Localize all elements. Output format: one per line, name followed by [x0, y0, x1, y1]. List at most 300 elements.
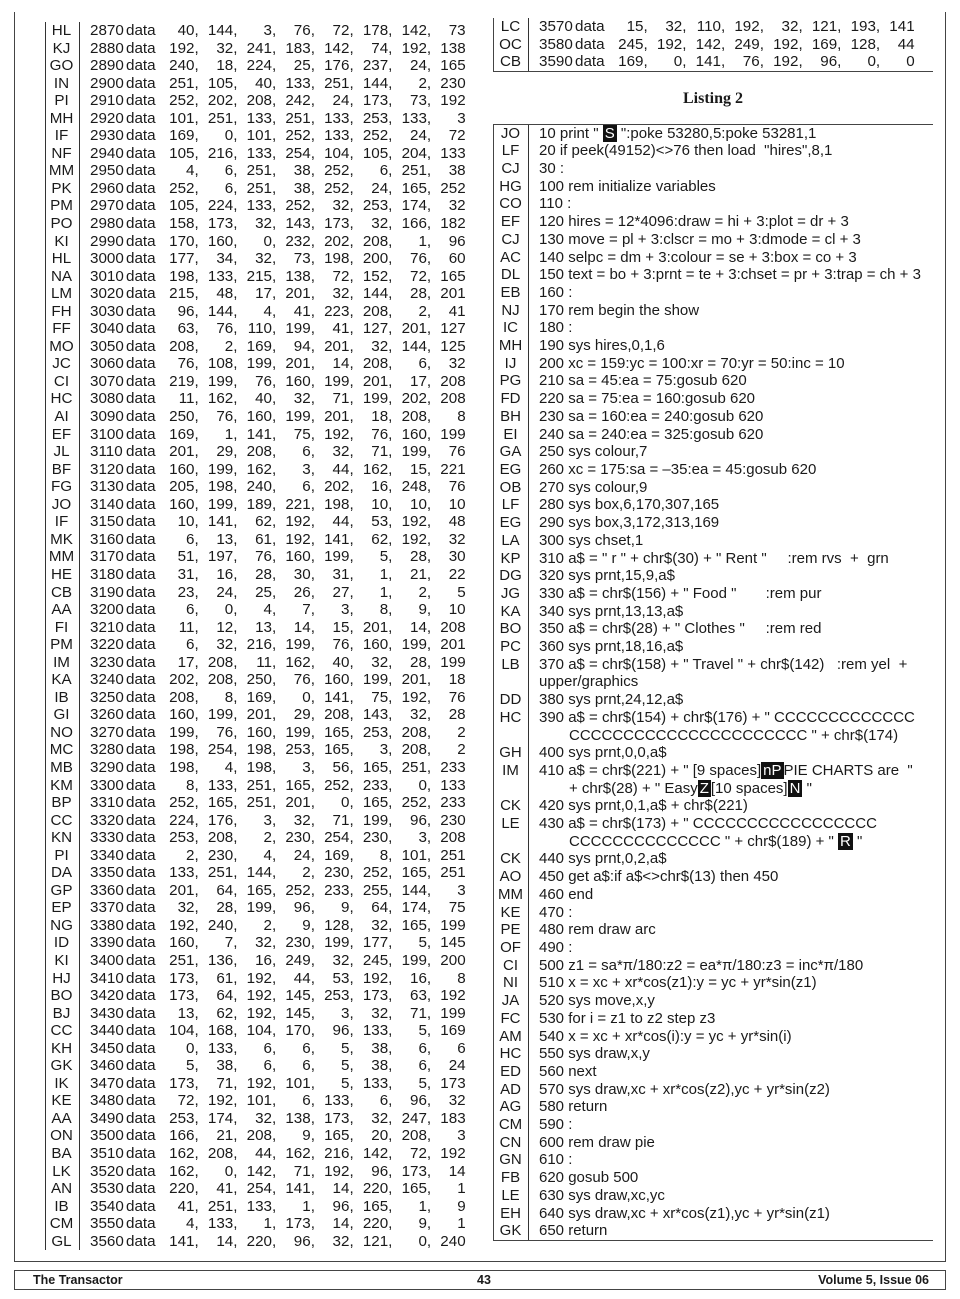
data-value: 2 — [263, 916, 272, 934]
data-value: 200 — [362, 250, 389, 268]
code-line: 2970 data 105, 224, 133, 252, 32, 253, 174, 32 — [90, 197, 466, 215]
data-value: 173 — [285, 1215, 311, 1233]
line-number: 3470 — [90, 1074, 124, 1092]
data-keyword: data — [126, 1197, 156, 1215]
data-value: 96 — [332, 1197, 350, 1215]
data-keyword: data — [126, 706, 156, 724]
data-value: 76 — [448, 688, 466, 706]
data-value: 160 — [169, 934, 195, 952]
data-value: 6 — [379, 1092, 389, 1110]
data-value: 192 — [656, 35, 683, 53]
code-text: 620 gosub 500 — [539, 1169, 639, 1187]
data-value: 133 — [246, 109, 272, 127]
data-value: 105 — [362, 144, 389, 162]
listing-row — [45, 215, 466, 233]
data-value: 165 — [401, 864, 427, 882]
checksum: PK — [51, 179, 72, 197]
data-value: 199 — [362, 671, 389, 689]
data-value: 26 — [293, 583, 311, 601]
code-text: 140 selpc = dm + 3:colour = se + 3:box = co + 3 — [539, 248, 857, 266]
data-value: 241 — [246, 39, 272, 57]
data-value: 133 — [246, 1197, 272, 1215]
data-value: 133 — [324, 109, 350, 127]
listing-row — [45, 478, 466, 496]
data-value: 30 — [293, 565, 311, 583]
code-line: 3020 data 215, 48, 17, 201, 32, 144, 28, 201 — [90, 285, 466, 303]
data-value: 133 — [169, 864, 195, 882]
data-value: 18 — [216, 57, 234, 75]
data-value: 201 — [285, 355, 311, 373]
listing-row — [45, 829, 466, 847]
code-text: 190 sys hires,0,1,6 — [539, 337, 665, 355]
line-number: 3140 — [90, 495, 124, 513]
code-text: 290 sys box,3,172,313,169 — [539, 514, 720, 532]
data-keyword: data — [126, 285, 156, 303]
checksum: MM — [48, 548, 75, 566]
data-value: 11 — [178, 618, 195, 636]
data-value: 142 — [246, 1162, 272, 1180]
data-value: 44 — [897, 35, 915, 53]
code-line: 3350 data 133, 251, 144, 2, 230, 252, 165, 251 — [90, 864, 466, 882]
data-value: 199 — [440, 653, 466, 671]
data-value: 133 — [401, 109, 427, 127]
data-value: 63 — [177, 320, 195, 338]
data-value: 230 — [324, 864, 350, 882]
data-value: 3 — [263, 811, 272, 829]
listing-row — [494, 1151, 933, 1169]
checksum: EH — [500, 1204, 521, 1222]
data-value: 71 — [332, 390, 350, 408]
data-value: 128 — [324, 916, 350, 934]
checksum: GA — [499, 443, 522, 461]
data-keyword: data — [126, 513, 156, 531]
data-value: 6 — [418, 1057, 427, 1075]
data-value: 3 — [340, 601, 350, 619]
data-value: 105 — [169, 144, 195, 162]
code-line — [527, 567, 675, 585]
line-number: 3130 — [90, 478, 124, 496]
line-number: 3340 — [90, 846, 124, 864]
code-line — [527, 337, 665, 355]
data-value: 104 — [246, 1022, 272, 1040]
code-text: + chr$(28) + " Easy — [569, 779, 698, 797]
data-value: 253 — [324, 987, 350, 1005]
data-value: 4 — [186, 162, 195, 180]
data-value: 29 — [293, 706, 311, 724]
checksum: NI — [503, 974, 518, 992]
code-line — [527, 868, 778, 886]
code-line: 3150 data 10, 141, 62, 192, 44, 53, 192, 48 — [90, 513, 466, 531]
code-line: 3030 data 96, 144, 4, 41, 223, 208, 2, 41 — [90, 302, 466, 320]
data-keyword: data — [126, 846, 156, 864]
listing-2 — [493, 124, 933, 1241]
code-line — [527, 1222, 607, 1240]
data-value: 3 — [457, 1127, 466, 1145]
data-value: 252 — [285, 881, 311, 899]
listing-row — [494, 727, 933, 745]
data-value: 254 — [324, 829, 350, 847]
data-value: 198 — [169, 267, 195, 285]
checksum: IJ — [504, 354, 517, 372]
data-value: 170 — [285, 1022, 311, 1040]
listing-row — [45, 1022, 466, 1040]
code-line: 3270 data 199, 76, 160, 199, 165, 253, 208, 2 — [90, 723, 466, 741]
code-line — [527, 496, 719, 514]
data-value: 71 — [293, 1162, 311, 1180]
data-value: 8 — [224, 688, 234, 706]
listing-row — [494, 160, 933, 178]
data-value: 32 — [448, 355, 466, 373]
listing-row — [494, 496, 933, 514]
code-text: 450 get a$:if a$<>chr$(13) then 450 — [539, 868, 779, 886]
data-keyword: data — [126, 758, 156, 776]
code-line: 3500 data 166, 21, 208, 9, 165, 20, 208, 3 — [90, 1127, 466, 1145]
code-text: 540 x = xc + xr*cos(i):y = yc + yr*sin(i) — [539, 1027, 792, 1045]
listing-row — [494, 868, 933, 886]
data-value: 5 — [379, 548, 389, 566]
data-value: 72 — [332, 22, 350, 39]
data-value: 208 — [401, 408, 427, 426]
line-number: 2980 — [90, 215, 124, 233]
listing-row — [494, 1169, 933, 1187]
checksum: HE — [50, 565, 73, 583]
checksum: DD — [499, 691, 522, 709]
code-line: 3380 data 192, 240, 2, 9, 128, 32, 165, 199 — [90, 916, 466, 934]
data-value: 24 — [371, 179, 389, 197]
checksum: IF — [54, 127, 69, 145]
listing-row — [45, 1232, 466, 1251]
code-text: 180 : — [539, 319, 573, 337]
listing-row — [494, 53, 933, 71]
listing-row — [494, 195, 933, 213]
line-number: 3430 — [90, 1004, 124, 1022]
data-value: 240 — [207, 916, 234, 934]
listing-row — [45, 1127, 466, 1145]
line-number: 3580 — [539, 35, 573, 53]
data-keyword: data — [126, 1022, 156, 1040]
data-value: 32 — [255, 934, 272, 952]
data-value: 145 — [285, 1004, 311, 1022]
data-value: 17 — [177, 653, 195, 671]
data-value: 73 — [410, 92, 427, 110]
data-keyword: data — [126, 916, 156, 934]
data-value: 208 — [169, 688, 195, 706]
line-number: 3590 — [539, 53, 573, 71]
reverse-char: R — [840, 832, 851, 850]
line-number: 3080 — [90, 390, 124, 408]
data-value: 220 — [246, 1232, 272, 1250]
checksum: CK — [500, 797, 521, 815]
code-line — [527, 974, 817, 992]
data-value: 201 — [440, 636, 466, 654]
line-number: 3170 — [90, 548, 124, 566]
data-value: 29 — [216, 443, 234, 461]
code-line: 3080 data 11, 162, 40, 32, 71, 199, 202, 208 — [90, 390, 466, 408]
data-value: 199 — [285, 636, 311, 654]
data-value: 183 — [440, 1109, 466, 1127]
checksum: CB — [50, 583, 73, 601]
line-number: 3550 — [90, 1215, 124, 1233]
code-line: 2890 data 240, 18, 224, 25, 176, 237, 24, 165 — [90, 57, 466, 75]
listing-row — [45, 127, 466, 145]
data-value: 192 — [285, 530, 311, 548]
data-value: 141 — [889, 18, 915, 35]
data-value: 1 — [418, 1197, 427, 1215]
data-value: 76 — [410, 250, 427, 268]
data-value: 215 — [246, 267, 272, 285]
checksum: IC — [503, 319, 518, 337]
code-line — [527, 213, 849, 231]
data-value: 6 — [379, 162, 389, 180]
data-value: 41 — [177, 1197, 195, 1215]
code-line: 3190 data 23, 24, 25, 26, 27, 1, 2, 5 — [90, 583, 466, 601]
code-line — [527, 1116, 572, 1134]
data-value: 192 — [324, 1162, 350, 1180]
code-text: 470 : — [539, 903, 573, 921]
listing-row — [494, 1081, 933, 1099]
data-keyword: data — [126, 653, 156, 671]
data-keyword: data — [126, 390, 156, 408]
data-value: 199 — [362, 390, 389, 408]
checksum: KI — [54, 232, 69, 250]
data-value: 174 — [401, 197, 427, 215]
line-number: 3400 — [90, 951, 124, 969]
data-keyword: data — [126, 144, 156, 162]
checksum: PM — [50, 197, 73, 215]
data-value: 145 — [440, 934, 466, 952]
listing-row — [494, 1063, 933, 1081]
code-line — [527, 1134, 655, 1152]
code-line — [527, 992, 655, 1010]
data-keyword: data — [126, 320, 156, 338]
code-line: 3140 data 160, 199, 189, 221, 198, 10, 10, 10 — [90, 495, 466, 513]
checksum: CI — [503, 956, 518, 974]
code-text: 370 a$ = chr$(158) + " Travel " + chr$(142) :rem yel + — [539, 655, 908, 673]
checksum: IN — [53, 74, 70, 92]
data-value: 253 — [169, 1109, 195, 1127]
code-line: 3480 data 72, 192, 101, 6, 133, 6, 96, 32 — [90, 1092, 466, 1110]
data-value: 144 — [246, 864, 272, 882]
checksum — [494, 727, 527, 745]
data-value: 71 — [410, 1004, 427, 1022]
data-value: 173 — [324, 215, 350, 233]
data-keyword: data — [126, 337, 156, 355]
data-keyword: data — [126, 899, 156, 917]
code-line: 3410 data 173, 61, 192, 44, 53, 192, 16, 8 — [90, 969, 466, 987]
line-number: 3380 — [90, 916, 124, 934]
code-line: 3520 data 162, 0, 142, 71, 192, 96, 173, 14 — [90, 1162, 466, 1180]
data-value: 27 — [332, 583, 350, 601]
data-value: 6 — [186, 530, 195, 548]
data-value: 245 — [362, 951, 389, 969]
data-value: 253 — [362, 197, 389, 215]
data-value: 133 — [324, 127, 350, 145]
checksum: OB — [499, 478, 522, 496]
data-value: 252 — [285, 127, 311, 145]
data-value: 96 — [332, 1022, 350, 1040]
data-value: 198 — [246, 741, 272, 759]
checksum: AA — [51, 601, 72, 619]
data-keyword: data — [126, 478, 156, 496]
checksum: EB — [500, 283, 521, 301]
data-value: 16 — [255, 951, 272, 969]
data-value: 72 — [448, 127, 466, 145]
data-value: 224 — [207, 197, 234, 215]
listing-row — [45, 408, 466, 426]
data-value: 169 — [324, 846, 350, 864]
listing-row — [45, 425, 466, 444]
data-value: 152 — [362, 267, 389, 285]
code-text: CCCCCCCCCCCCCCCCCCCCCC " + chr$(174) — [569, 726, 899, 744]
code-line — [527, 833, 862, 851]
listing-row — [45, 250, 466, 268]
code-line: 2900 data 251, 105, 40, 133, 251, 144, 2, 230 — [90, 74, 466, 92]
line-number: 3110 — [90, 443, 123, 461]
data-value: 3 — [418, 829, 427, 847]
line-number: 3300 — [90, 776, 124, 794]
listing-row — [45, 951, 466, 970]
data-keyword: data — [126, 197, 156, 215]
code-line: 3550 data 4, 133, 1, 173, 14, 220, 9, 1 — [90, 1215, 466, 1233]
code-line: 3400 data 251, 136, 16, 249, 32, 245, 199, 200 — [90, 951, 466, 969]
checksum: CJ — [501, 230, 520, 248]
code-line: 3050 data 208, 2, 169, 94, 201, 32, 144, 125 — [90, 337, 466, 355]
data-value: 128 — [850, 35, 876, 53]
data-value: 41 — [448, 302, 466, 320]
line-number: 2930 — [90, 127, 124, 145]
data-value: 51 — [177, 548, 195, 566]
data-value: 208 — [246, 1127, 272, 1145]
data-value: 201 — [440, 285, 466, 303]
data-value: 252 — [440, 179, 466, 197]
listing-row — [45, 372, 466, 391]
code-line — [527, 709, 915, 727]
data-keyword: data — [126, 39, 156, 57]
data-value: 13 — [216, 530, 234, 548]
checksum: EG — [499, 461, 522, 478]
checksum: HL — [51, 250, 72, 268]
data-value: 240 — [246, 478, 272, 496]
data-value: 162 — [169, 1145, 195, 1162]
data-value: 230 — [285, 829, 311, 847]
checksum: MB — [50, 758, 73, 776]
data-value: 9 — [418, 601, 427, 619]
checksum: IB — [54, 1197, 69, 1215]
line-number: 2880 — [90, 39, 124, 57]
checksum: FB — [500, 1169, 521, 1187]
code-text: [10 spaces] — [710, 779, 788, 797]
code-line — [527, 514, 719, 532]
data-value: 208 — [362, 355, 389, 373]
data-value: 72 — [410, 1145, 427, 1162]
listing-row — [45, 758, 466, 777]
listing-row — [45, 1145, 466, 1163]
data-value: 28 — [448, 706, 466, 724]
data-value: 202 — [324, 232, 350, 250]
checksum: HC — [499, 708, 522, 726]
data-value: 192 — [169, 916, 195, 934]
listing-row — [45, 899, 466, 917]
data-value: 173 — [169, 969, 195, 987]
data-value: 252 — [362, 127, 389, 145]
data-value: 141 — [695, 53, 721, 71]
data-value: 6 — [263, 1039, 272, 1057]
data-value: 32 — [332, 443, 350, 461]
data-value: 6 — [186, 636, 195, 654]
listing-row — [494, 886, 933, 904]
checksum: GN — [499, 1151, 522, 1169]
data-value: 165 — [401, 179, 427, 197]
listing-row — [45, 1180, 466, 1198]
listing-row — [494, 479, 933, 497]
listing-row — [45, 565, 466, 584]
line-number: 2990 — [90, 232, 124, 250]
data-value: 199 — [207, 372, 234, 390]
data-value: 31 — [332, 565, 350, 583]
data-keyword: data — [126, 829, 156, 847]
code-text: 150 text = bo + 3:prnt = te + 3:chset = pr + 3:trap = ch + 3 — [539, 266, 921, 284]
data-value: 3 — [379, 741, 389, 759]
checksum: ID — [53, 934, 70, 952]
data-value: 14 — [293, 618, 311, 636]
data-value: 253 — [169, 829, 195, 847]
checksum: JG — [500, 584, 521, 602]
listing-row — [45, 548, 466, 566]
code-text: 420 sys prnt,0,1,a$ + chr$(221) — [539, 797, 748, 815]
code-line: 3310 data 252, 165, 251, 201, 0, 165, 252, 233 — [90, 794, 466, 812]
line-number: 2870 — [90, 22, 124, 39]
line-number: 3070 — [90, 372, 124, 390]
data-value: 125 — [440, 337, 466, 355]
code-line: 3470 data 173, 71, 192, 101, 5, 133, 5, 173 — [90, 1074, 466, 1092]
data-value: 40 — [255, 390, 272, 408]
line-number: 3180 — [90, 565, 124, 583]
line-number: 3290 — [90, 758, 124, 776]
data-value: 208 — [401, 1127, 427, 1145]
line-number: 3030 — [90, 302, 124, 320]
line-number: 3330 — [90, 829, 124, 847]
checksum: PO — [50, 215, 73, 233]
data-value: 141 — [207, 513, 234, 531]
data-value: 202 — [169, 671, 195, 689]
data-value: 233 — [440, 758, 466, 776]
code-line: 3290 data 198, 4, 198, 3, 56, 165, 251, 233 — [90, 758, 466, 776]
code-text: CCCCCCCCCCCCCC " + chr$(189) + " — [569, 832, 839, 850]
listing-row — [45, 144, 466, 163]
data-value: 201 — [169, 881, 195, 899]
listing-row — [494, 319, 933, 337]
data-value: 174 — [401, 899, 427, 917]
code-line — [527, 1187, 665, 1205]
data-value: 76 — [255, 372, 272, 390]
data-value: 5 — [340, 1039, 350, 1057]
listing-row — [45, 916, 466, 935]
line-number: 3060 — [90, 355, 124, 373]
code-text: 550 sys draw,x,y — [539, 1045, 650, 1063]
checksum: LM — [50, 285, 73, 303]
data-value: 0 — [224, 1162, 234, 1180]
checksum: LA — [501, 531, 520, 549]
data-value: 221 — [440, 460, 466, 478]
data-value: 192 — [285, 513, 311, 531]
data-value: 9 — [418, 1215, 427, 1233]
code-line: 3590 data 169, 0, 141, 76, 192, 96, 0, 0 — [539, 53, 915, 71]
listing-row — [45, 601, 466, 619]
data-value: 40 — [332, 653, 350, 671]
data-value: 6 — [186, 601, 195, 619]
listing-row — [494, 567, 933, 585]
code-line: 3340 data 2, 230, 4, 24, 169, 8, 101, 251 — [90, 846, 466, 864]
